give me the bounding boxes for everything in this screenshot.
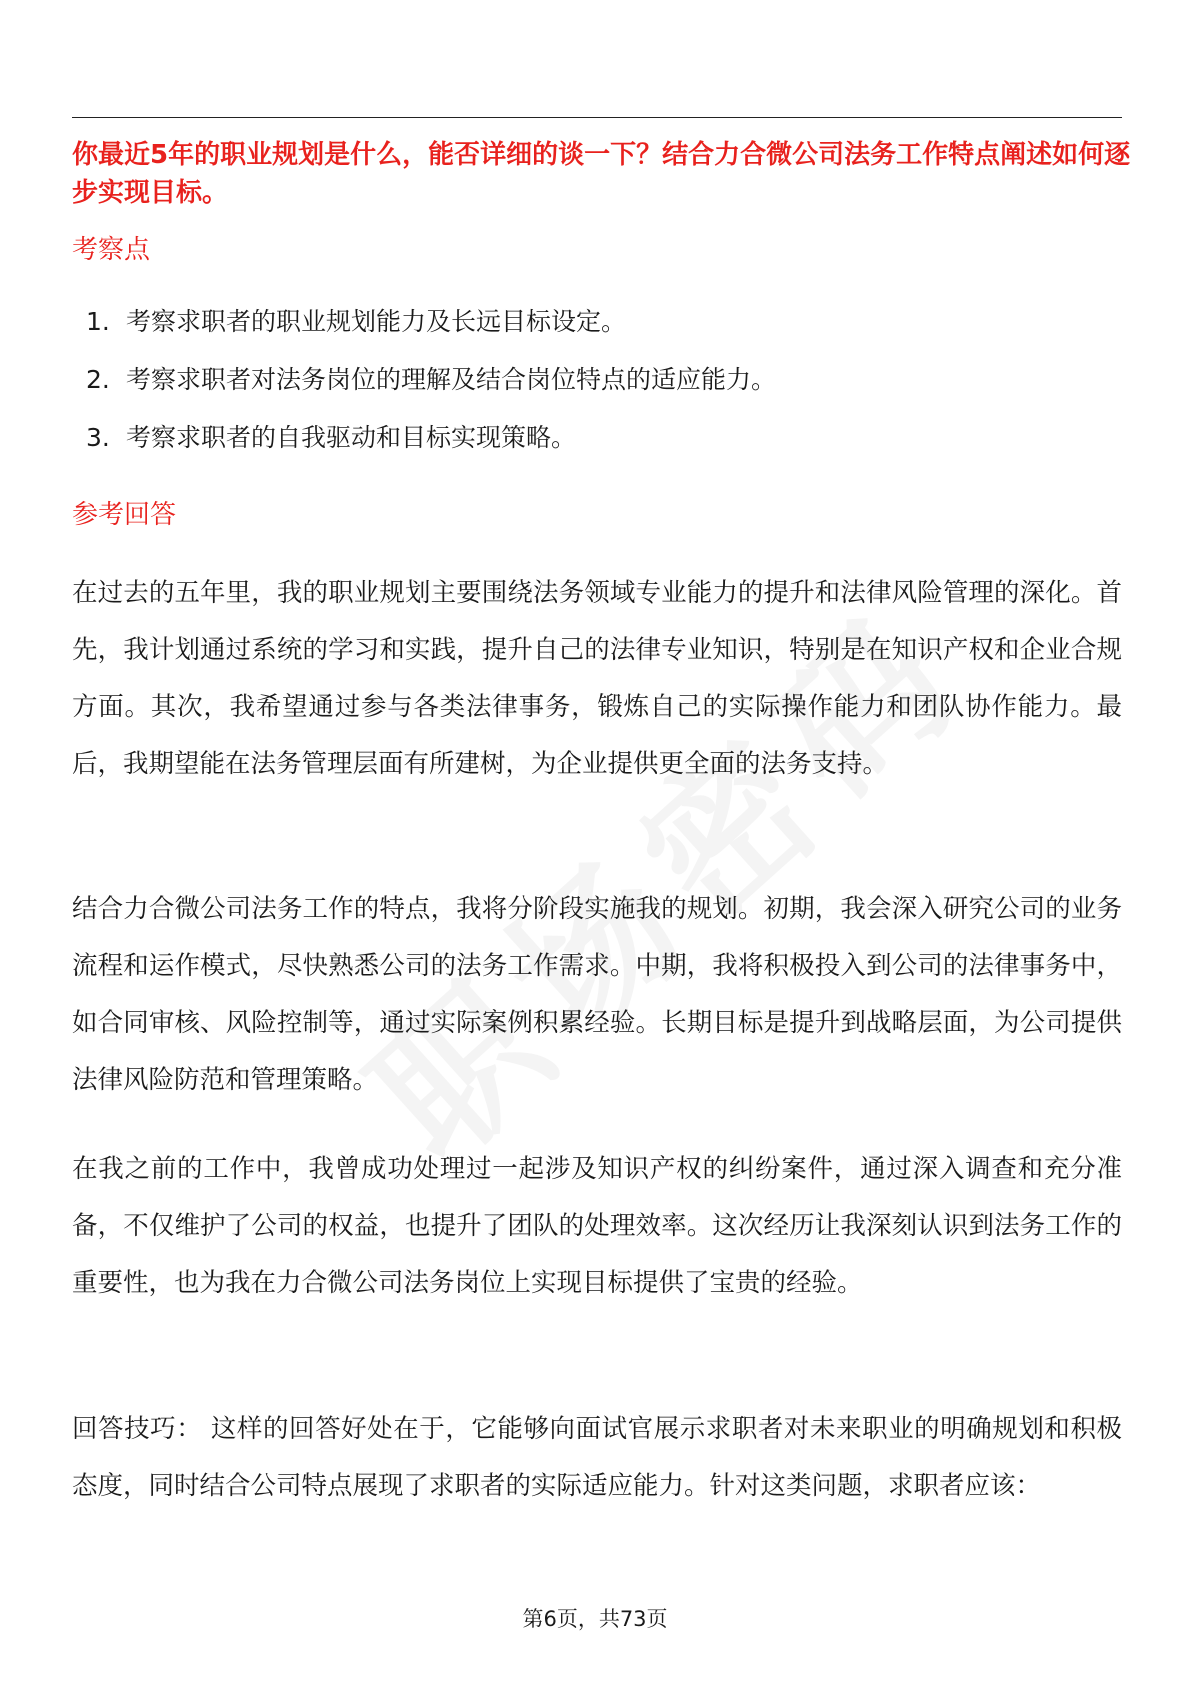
list-item	[72, 420, 1122, 478]
question-title: 你最近5年的职业规划是什么，能否详细的谈一下？结合力合微公司法务工作特点阐述如何逐步实现目标。	[72, 140, 1131, 208]
list-item	[72, 304, 1122, 362]
answer-heading: 参考回答	[72, 500, 177, 530]
points-list	[72, 304, 1122, 478]
list-item-text: 考察求职者的自我驱动和目标实现策略。	[126, 423, 577, 452]
list-item	[72, 362, 1122, 420]
list-item-number: 3.	[86, 423, 110, 452]
answer-tips-paragraph: 回答技巧： 这样的回答好处在于，它能够向面试官展示求职者对未来职业的明确规划和积极态度，同时结合公司特点展现了求职者的实际适应能力。针对这类问题，求职者应该：	[72, 1414, 1122, 1501]
list-item-text: 考察求职者对法务岗位的理解及结合岗位特点的适应能力。	[126, 365, 777, 394]
answer-paragraph: 在我之前的工作中，我曾成功处理过一起涉及知识产权的纠纷案件，通过深入调查和充分准备，不仅维护了公司的权益，也提升了团队的处理效率。这次经历让我深刻认识到法务工作的重要性，也为我在力合微公司法务岗位上实现目标提供了宝贵的经验。	[72, 1154, 1122, 1298]
list-item-text: 考察求职者的职业规划能力及长远目标设定。	[126, 307, 627, 336]
page-number-footer: 第6页，共73页	[522, 1607, 668, 1631]
list-item-number: 2.	[86, 365, 110, 394]
answer-paragraph: 结合力合微公司法务工作的特点，我将分阶段实施我的规划。初期，我会深入研究公司的业务流程和运作模式，尽快熟悉公司的法务工作需求。中期，我将积极投入到公司的法律事务中，如合同审核、风险控制等，通过实际案例积累经验。长期目标是提升到战略层面，为公司提供法律风险防范和管理策略。	[72, 894, 1122, 1095]
points-heading: 考察点	[72, 235, 151, 265]
header-rule	[72, 117, 1122, 118]
answer-paragraph: 在过去的五年里，我的职业规划主要围绕法务领域专业能力的提升和法律风险管理的深化。首先，我计划通过系统的学习和实践，提升自己的法律专业知识，特别是在知识产权和企业合规方面。其次，我希望通过参与各类法律事务，锻炼自己的实际操作能力和团队协作能力。最后，我期望能在法务管理层面有所建树，为企业提供更全面的法务支持。	[72, 578, 1122, 779]
list-item-number: 1.	[86, 307, 110, 336]
